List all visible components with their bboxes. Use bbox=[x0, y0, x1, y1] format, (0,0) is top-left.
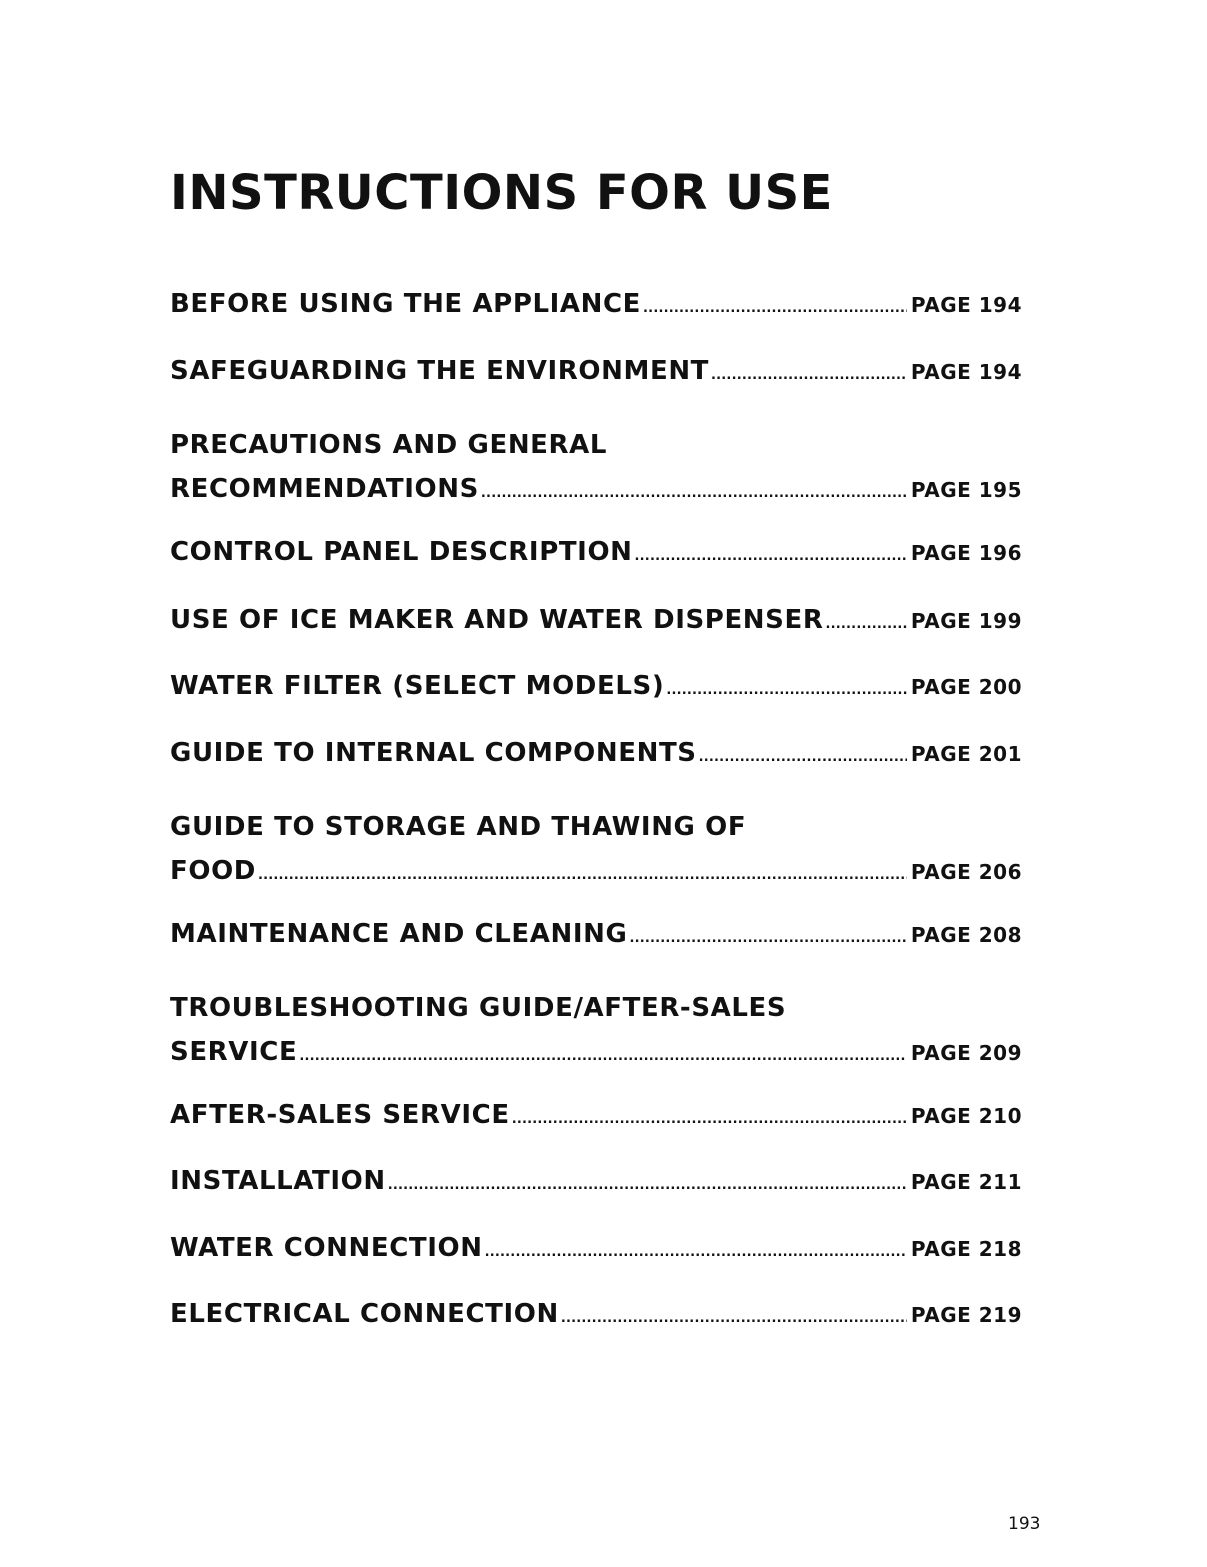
toc-entry-label: SERVICE bbox=[170, 1037, 298, 1067]
toc-page-reference[interactable]: PAGE 201 bbox=[910, 742, 1022, 766]
dot-leader bbox=[711, 354, 907, 398]
toc-entry-label: WATER CONNECTION bbox=[170, 1233, 483, 1263]
toc-entry-line bbox=[170, 912, 1022, 956]
dot-leader bbox=[699, 736, 907, 780]
dot-leader bbox=[388, 1164, 907, 1208]
toc-entry[interactable] bbox=[170, 731, 1022, 775]
toc-page-reference[interactable]: PAGE 194 bbox=[910, 293, 1022, 317]
toc-entry[interactable] bbox=[170, 598, 1022, 642]
toc-entry-label: GUIDE TO STORAGE AND THAWING OF bbox=[170, 812, 747, 842]
toc-entry-line bbox=[170, 1226, 1022, 1270]
toc-entry[interactable] bbox=[170, 664, 1022, 708]
toc-entry-label: TROUBLESHOOTING GUIDE/AFTER-SALES bbox=[170, 993, 787, 1023]
toc-entry[interactable] bbox=[170, 1226, 1022, 1270]
toc-entry[interactable] bbox=[170, 912, 1022, 956]
toc-page-reference[interactable]: PAGE 219 bbox=[910, 1303, 1022, 1327]
dot-leader bbox=[485, 1231, 907, 1275]
toc-entry-label: WATER FILTER (SELECT MODELS) bbox=[170, 671, 665, 701]
toc-entry-label: FOOD bbox=[170, 856, 256, 886]
toc-entry-label: GUIDE TO INTERNAL COMPONENTS bbox=[170, 738, 697, 768]
toc-entry-line bbox=[170, 598, 1022, 642]
toc-entry[interactable] bbox=[170, 805, 1022, 893]
dot-leader bbox=[629, 917, 906, 961]
toc-page-reference[interactable]: PAGE 209 bbox=[910, 1041, 1022, 1065]
toc-entry-line bbox=[170, 731, 1022, 775]
toc-page-reference[interactable]: PAGE 210 bbox=[910, 1104, 1022, 1128]
toc-page-reference[interactable]: PAGE 196 bbox=[910, 541, 1022, 565]
dot-leader bbox=[258, 854, 907, 898]
toc-entry-label: INSTALLATION bbox=[170, 1166, 386, 1196]
toc-entry[interactable] bbox=[170, 1159, 1022, 1203]
toc-entry-line bbox=[170, 1093, 1022, 1137]
toc-entry[interactable] bbox=[170, 1292, 1022, 1336]
toc-entry-label: CONTROL PANEL DESCRIPTION bbox=[170, 537, 633, 567]
dot-leader bbox=[643, 287, 907, 331]
page-title: INSTRUCTIONS FOR USE bbox=[170, 165, 833, 221]
toc-entry-label: MAINTENANCE AND CLEANING bbox=[170, 919, 628, 949]
dot-leader bbox=[512, 1098, 907, 1142]
toc-entry-line bbox=[170, 467, 1022, 511]
toc-page-reference[interactable]: PAGE 199 bbox=[910, 609, 1022, 633]
dot-leader bbox=[635, 535, 907, 579]
toc-entry[interactable] bbox=[170, 530, 1022, 574]
dot-leader bbox=[825, 603, 906, 647]
toc-page-reference[interactable]: PAGE 211 bbox=[910, 1170, 1022, 1194]
toc-entry-line bbox=[170, 282, 1022, 326]
toc-entry-line bbox=[170, 349, 1022, 393]
toc-entry-line bbox=[170, 1030, 1022, 1074]
toc-page-reference[interactable]: PAGE 200 bbox=[910, 675, 1022, 699]
toc-entry-label: AFTER-SALES SERVICE bbox=[170, 1100, 510, 1130]
dot-leader bbox=[666, 669, 907, 713]
toc-entry[interactable] bbox=[170, 282, 1022, 326]
toc-entry[interactable] bbox=[170, 1093, 1022, 1137]
toc-page-reference[interactable]: PAGE 195 bbox=[910, 478, 1022, 502]
toc-entry-label: BEFORE USING THE APPLIANCE bbox=[170, 289, 642, 319]
toc-entry-label: ELECTRICAL CONNECTION bbox=[170, 1299, 559, 1329]
dot-leader bbox=[299, 1035, 907, 1079]
toc-entry-label: USE OF ICE MAKER AND WATER DISPENSER bbox=[170, 605, 824, 635]
toc-entry-label: RECOMMENDATIONS bbox=[170, 474, 479, 504]
toc-entry-line bbox=[170, 1159, 1022, 1203]
toc-entry-line bbox=[170, 849, 1022, 893]
toc-page-reference[interactable]: PAGE 194 bbox=[910, 360, 1022, 384]
toc-entry[interactable] bbox=[170, 986, 1022, 1074]
toc-entry[interactable] bbox=[170, 349, 1022, 393]
toc-entry-line bbox=[170, 664, 1022, 708]
toc-entry-label: PRECAUTIONS AND GENERAL bbox=[170, 430, 608, 460]
toc-entry-line bbox=[170, 530, 1022, 574]
toc-entry[interactable] bbox=[170, 423, 1022, 511]
toc-entry-line bbox=[170, 1292, 1022, 1336]
dot-leader bbox=[481, 472, 907, 516]
page-number: 193 bbox=[1008, 1514, 1041, 1534]
toc-page-reference[interactable]: PAGE 218 bbox=[910, 1237, 1022, 1261]
toc-entry-label: SAFEGUARDING THE ENVIRONMENT bbox=[170, 356, 710, 386]
toc-page-reference[interactable]: PAGE 206 bbox=[910, 860, 1022, 884]
dot-leader bbox=[561, 1297, 907, 1341]
toc-page-reference[interactable]: PAGE 208 bbox=[910, 923, 1022, 947]
